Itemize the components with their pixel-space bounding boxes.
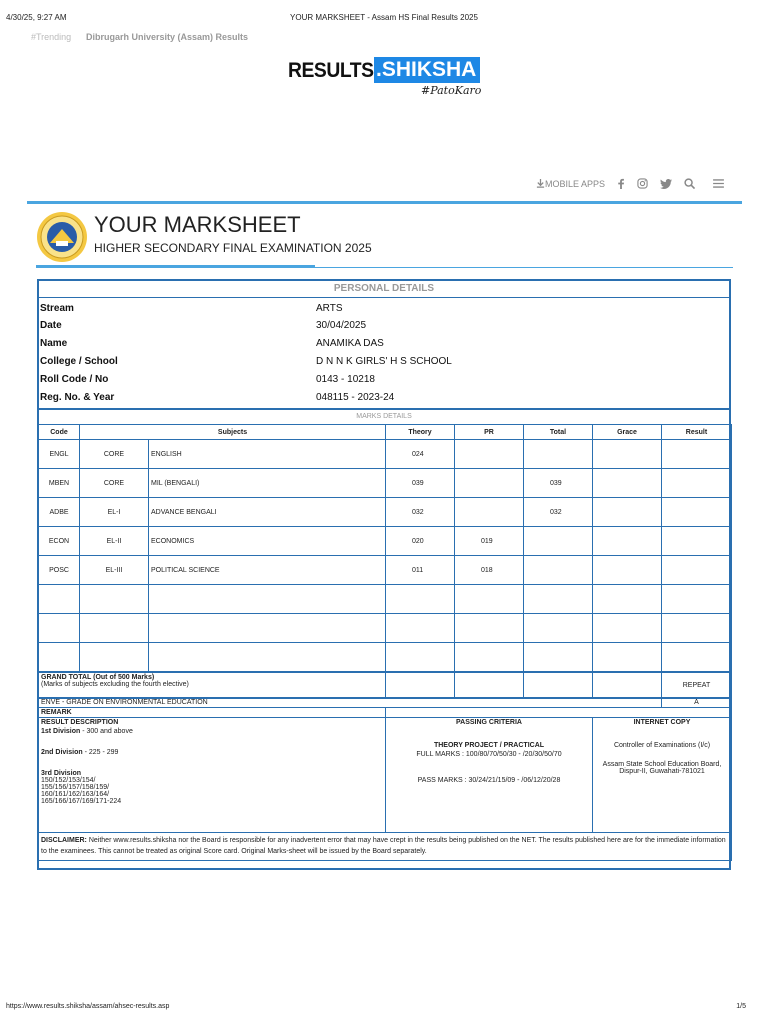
col-pr: PR (455, 425, 524, 440)
top-nav (536, 178, 724, 189)
table-row (39, 556, 732, 585)
mobile-apps-link[interactable] (536, 179, 605, 189)
footer-page: 1/5 (736, 1003, 746, 1010)
board-line: Assam State School Education Board, (602, 761, 722, 768)
grace-cell (593, 469, 662, 498)
logo-results-text: RESULTS (288, 59, 374, 82)
enve-label: ENVE - GRADE ON ENVIRONMENTAL EDUCATION (39, 698, 662, 708)
print-page-title: YOUR MARKSHEET - Assam HS Final Results 2025 (290, 13, 478, 22)
regno-value: 048115 - 2023-24 (316, 392, 395, 403)
theory-cell: 032 (386, 498, 455, 527)
pr-cell: 019 (455, 527, 524, 556)
theory-cell: 020 (386, 527, 455, 556)
date-value: 30/04/2025 (316, 320, 367, 331)
controller-line: Controller of Examinations (I/c) (613, 742, 711, 749)
title-underline (36, 265, 315, 268)
code-cell: POSC (39, 556, 80, 585)
pr-cell (455, 498, 524, 527)
theory-cell: 024 (386, 440, 455, 469)
grace-cell (593, 440, 662, 469)
marks-details-heading: MARKS DETAILS (356, 413, 412, 420)
table-row (39, 440, 732, 469)
pr-cell (455, 440, 524, 469)
div3-line: 155/156/157/158/159/ (41, 784, 110, 791)
twitter-icon[interactable] (660, 179, 672, 189)
col-code: Code (39, 425, 80, 440)
div2-value: - 225 - 299 (84, 749, 119, 756)
divider (39, 408, 729, 410)
facebook-icon[interactable] (617, 178, 625, 189)
marks-table (38, 424, 732, 672)
div2-label: 2nd Division (41, 749, 83, 756)
trending-link[interactable]: Dibrugarh University (Assam) Results (86, 32, 249, 42)
total-cell: 032 (524, 498, 593, 527)
code-cell: ENGL (39, 440, 80, 469)
board-seal-icon (36, 211, 88, 263)
grand-total-result: REPEAT (662, 673, 732, 698)
passing-sub: THEORY PROJECT / PRACTICAL (433, 742, 545, 749)
pr-cell (455, 469, 524, 498)
empty-row (39, 585, 732, 614)
internet-copy-heading: INTERNET COPY (633, 719, 691, 726)
print-datetime: 4/30/25, 9:27 AM (6, 13, 67, 22)
disclaimer-row (39, 833, 732, 861)
grand-total-note: (Marks of subjects excluding the fourth elective) (41, 681, 189, 688)
col-theory: Theory (386, 425, 455, 440)
disclaimer-label: DISCLAIMER: (41, 837, 87, 844)
theory-cell: 011 (386, 556, 455, 585)
result-cell (662, 527, 732, 556)
result-cell (662, 498, 732, 527)
enve-row (39, 698, 732, 708)
remark-label: REMARK (39, 708, 386, 718)
footer-url: https://www.results.shiksha/assam/ahsec-results.asp (6, 1003, 170, 1010)
personal-details-heading: PERSONAL DETAILS (333, 283, 435, 294)
subject-cell: ECONOMICS (149, 527, 386, 556)
total-cell: 039 (524, 469, 593, 498)
result-cell (662, 556, 732, 585)
div3-line: 165/166/167/169/171-224 (41, 798, 122, 805)
roll-value: 0143 - 10218 (316, 374, 375, 385)
col-result: Result (662, 425, 732, 440)
code-cell: ADBE (39, 498, 80, 527)
table-header-row (39, 425, 732, 440)
menu-icon[interactable] (713, 179, 724, 188)
trending-tag: #Trending (31, 32, 72, 42)
header-divider (27, 201, 742, 204)
download-icon (536, 179, 545, 188)
table-row (39, 469, 732, 498)
table-row (39, 498, 732, 527)
grace-cell (593, 556, 662, 585)
code-cell: ECON (39, 527, 80, 556)
remark-row (39, 708, 732, 718)
table-row (39, 527, 732, 556)
div3-line: 160/161/162/163/164/ (41, 791, 110, 798)
passing-heading: PASSING CRITERIA (456, 719, 522, 726)
address-line: Dispur-II, Guwahati-781021 (619, 768, 705, 775)
col-total: Total (524, 425, 593, 440)
grand-total-label: GRAND TOTAL (Out of 500 Marks) (41, 674, 155, 681)
empty-row (39, 643, 732, 672)
search-icon[interactable] (684, 178, 695, 189)
type-cell: EL-I (80, 498, 149, 527)
total-cell (524, 527, 593, 556)
grace-cell (593, 527, 662, 556)
mobile-apps-label: MOBILE APPS (544, 178, 605, 189)
code-cell: MBEN (39, 469, 80, 498)
results-shiksha-logo[interactable] (288, 57, 480, 101)
empty-row (39, 614, 732, 643)
type-cell: CORE (80, 469, 149, 498)
criteria-row (39, 718, 732, 833)
school-value: D N N K GIRLS' H S SCHOOL (316, 356, 452, 367)
grand-total-table (38, 672, 732, 861)
pr-cell: 018 (455, 556, 524, 585)
type-cell: EL-II (80, 527, 149, 556)
disclaimer-text: Neither www.results.shiksha nor the Board is responsible for any inadvertent error that may have crept in the results being published on the NET. The results published here are for the immediate information to the examinees. This cannot be treated as original Score card. Original Marks-sheet will be issued by the Board separately. (41, 837, 726, 855)
col-grace: Grace (593, 425, 662, 440)
div1-value: - 300 and above (82, 728, 133, 735)
stream-value: ARTS (316, 303, 343, 314)
subject-cell: MIL (BENGALI) (149, 469, 386, 498)
grand-total-row (39, 673, 732, 698)
name-label: Name (40, 338, 68, 349)
total-cell (524, 440, 593, 469)
total-cell (524, 556, 593, 585)
pass-marks: PASS MARKS : 30/24/21/15/09 - /06/12/20/28 (417, 777, 561, 784)
page-subtitle: HIGHER SECONDARY FINAL EXAMINATION 2025 (94, 241, 372, 255)
type-cell: EL-III (80, 556, 149, 585)
col-subjects: Subjects (80, 425, 386, 440)
enve-grade: A (662, 698, 732, 708)
name-value: ANAMIKA DAS (316, 338, 384, 349)
roll-label: Roll Code / No (40, 374, 109, 385)
result-cell (662, 469, 732, 498)
divider (39, 297, 729, 298)
subject-cell: ENGLISH (149, 440, 386, 469)
theory-cell: 039 (386, 469, 455, 498)
subject-cell: POLITICAL SCIENCE (149, 556, 386, 585)
instagram-icon[interactable] (637, 178, 648, 189)
type-cell: CORE (80, 440, 149, 469)
div3-label: 3rd Division (41, 770, 82, 777)
logo-tagline: #PatoKaro (421, 84, 482, 97)
full-marks: FULL MARKS : 100/80/70/50/30 - /20/30/50/70 (416, 751, 562, 758)
date-label: Date (40, 320, 62, 331)
school-label: College / School (40, 356, 118, 367)
div3-line: 150/152/153/154/ (41, 777, 96, 784)
result-cell (662, 440, 732, 469)
stream-label: Stream (40, 303, 74, 314)
title-underline-thin (315, 267, 733, 268)
div1-label: 1st Division (41, 728, 81, 735)
grace-cell (593, 498, 662, 527)
regno-label: Reg. No. & Year (40, 392, 115, 403)
logo-shiksha-text: .SHIKSHA (374, 57, 480, 83)
result-desc-heading: RESULT DESCRIPTION (41, 719, 119, 726)
page-title: YOUR MARKSHEET (94, 212, 301, 237)
subject-cell: ADVANCE BENGALI (149, 498, 386, 527)
